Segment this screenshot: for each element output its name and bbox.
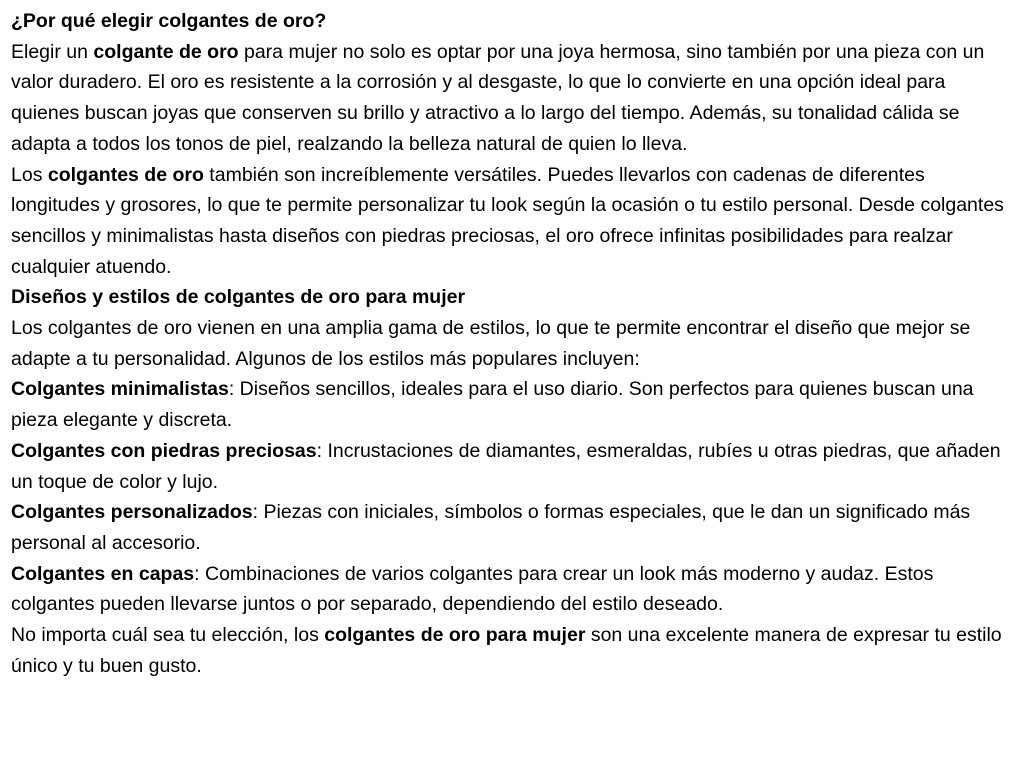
style-item-layered	[11, 559, 1015, 620]
paragraph-versatility	[11, 160, 1015, 283]
paragraph-closing-after: son una excelente manera de expresar tu estilo único y tu buen gusto.	[11, 624, 1002, 677]
paragraph-intro-bold: colgante de oro	[93, 40, 239, 63]
paragraph-versatility-after: también son increíblemente versátiles. Puedes llevarlos con cadenas de diferentes longitudes y grosores, lo que te permite personalizar tu look según la ocasión o tu estilo personal. Desde colgantes sencillos y minimalistas hasta diseños con piedras preciosas, el oro ofrece infinitas posibilidades para realzar cualquier atuendo.	[11, 163, 1004, 278]
paragraph-closing-bold: colgantes de oro para mujer	[324, 624, 586, 647]
heading-designs	[11, 282, 1015, 313]
style-item-name: Colgantes personalizados	[11, 501, 253, 524]
style-item-name: Colgantes minimalistas	[11, 378, 229, 401]
style-item-desc: : Diseños sencillos, ideales para el uso diario. Son perfectos para quienes buscan una pieza elegante y discreta.	[11, 378, 974, 432]
paragraph-styles-intro: Los colgantes de oro vienen en una amplia gama de estilos, lo que te permite encontrar el diseño que mejor se adapte a tu personalidad. Algunos de los estilos más populares incluyen:	[11, 317, 971, 370]
style-item-personalized	[11, 497, 1015, 558]
style-item-desc: : Combinaciones de varios colgantes para crear un look más moderno y audaz. Estos colgantes pueden llevarse juntos o por separado, dependiendo del estilo deseado.	[11, 562, 934, 616]
heading-designs-text: Diseños y estilos de colgantes de oro para mujer	[11, 286, 466, 309]
style-item-name: Colgantes con piedras preciosas	[11, 439, 317, 462]
paragraph-closing	[11, 620, 1015, 681]
paragraph-intro-before: Elegir un	[11, 40, 94, 63]
style-item-desc: : Piezas con iniciales, símbolos o formas especiales, que le dan un significado más personal al accesorio.	[11, 501, 971, 554]
heading-why-gold	[11, 6, 1015, 37]
paragraph-intro-after: para mujer no solo es optar por una joya hermosa, sino también por una pieza con un valor duradero. El oro es resistente a la corrosión y al desgaste, lo que lo convierte en una opción ideal para quienes buscan joyas que conserven su brillo y atractivo a lo largo del tiempo. Además, su tonalidad cálida se adapta a todos los tonos de piel, realzando la belleza natural de quien lo lleva.	[11, 40, 985, 155]
paragraph-versatility-before: Los	[11, 163, 48, 186]
style-item-desc: : Incrustaciones de diamantes, esmeraldas, rubíes u otras piedras, que añaden un toque de color y lujo.	[11, 439, 1001, 493]
document-page	[11, 6, 1015, 681]
paragraph-versatility-bold: colgantes de oro	[47, 163, 204, 186]
style-item-gemstones	[11, 436, 1015, 497]
style-item-minimalist	[11, 374, 1015, 435]
style-item-name: Colgantes en capas	[11, 562, 195, 585]
heading-why-gold-text: ¿Por qué elegir colgantes de oro?	[11, 10, 327, 32]
paragraph-closing-before: No importa cuál sea tu elección, los	[11, 624, 325, 647]
paragraph-intro	[11, 37, 1015, 160]
